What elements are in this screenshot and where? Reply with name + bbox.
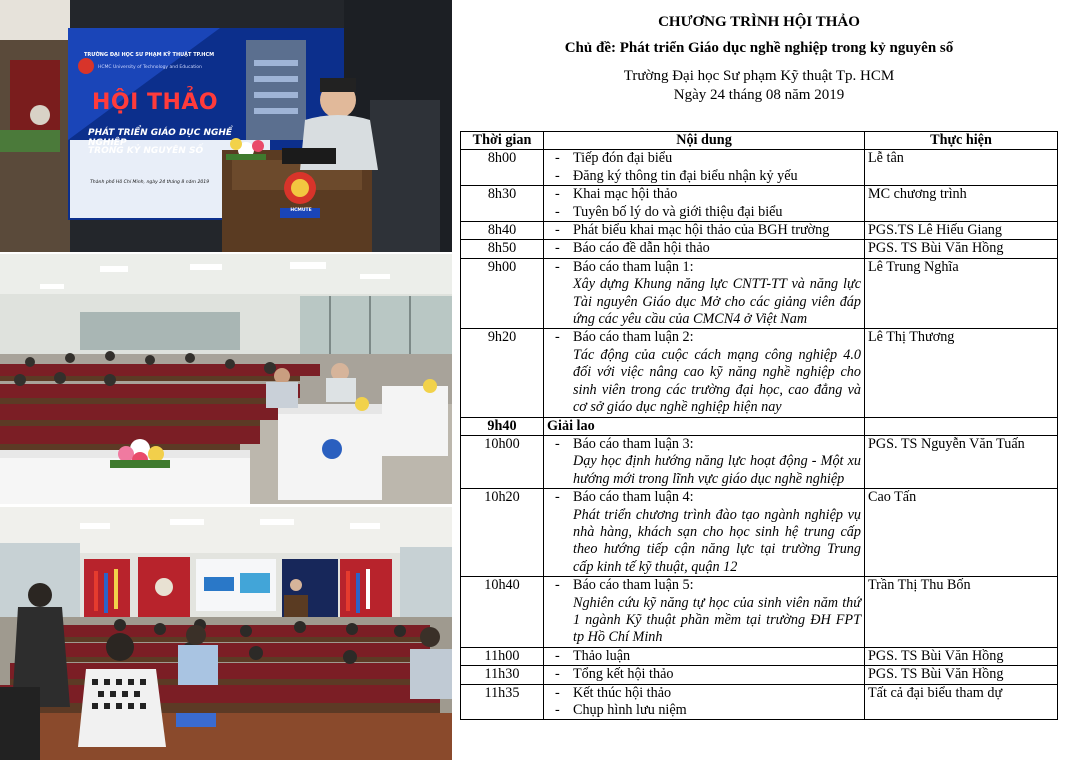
item-text: Tuyên bố lý do và giới thiệu đại biểu [573,203,783,220]
row-time: 8h00 [461,150,544,186]
content-item [547,577,861,594]
row-content [544,258,865,329]
row-content [544,435,865,488]
schedule-row [461,258,1058,329]
document-school: Trường Đại học Sư phạm Kỹ thuật Tp. HCM [623,68,895,84]
row-time: 11h00 [461,647,544,665]
item-text: Báo cáo tham luận 3: [573,435,694,452]
bullet-dash: - [555,684,560,701]
bullet-dash: - [555,577,560,594]
bullet-dash: - [555,186,560,203]
photo-audience-hall [0,254,452,504]
item-text: Báo cáo tham luận 1: [573,258,694,275]
content-item [547,150,861,167]
row-time: 11h35 [461,684,544,720]
content-item [547,666,861,683]
content-item [547,648,861,665]
content-item [547,259,861,276]
bullet-dash: - [555,222,560,239]
bullet-dash: - [555,329,560,346]
schedule-row [461,240,1058,258]
row-presenter: MC chương trình [865,186,1058,222]
banner-school-line1: TRƯỜNG ĐẠI HỌC SƯ PHẠM KỸ THUẬT TP.HCM [84,52,215,58]
schedule-row [461,647,1058,665]
item-text: Báo cáo tham luận 4: [573,489,694,506]
row-time: 10h20 [461,489,544,577]
schedule-row [461,186,1058,222]
content-item [547,168,861,185]
column-header-time: Thời gian [461,132,544,150]
banner-school-line2: HCMC University of Technology and Education [98,65,202,70]
row-presenter: PGS. TS Bùi Văn Hồng [865,240,1058,258]
row-presenter: PGS.TS Lê Hiếu Giang [865,222,1058,240]
schedule-row [461,329,1058,417]
talk-description: Phát triển chương trình đào tạo ngành nghiệp vụ nhà hàng, khách sạn cho học sinh hệ trung cấp theo hướng tiếp cận năng lực tại trường Trung cấp kinh tế kỹ thuật, quận 12 [573,506,861,575]
row-time: 9h00 [461,258,544,329]
content-item [547,204,861,221]
talk-description: Xây dựng Khung năng lực CNTT-TT và năng lực Tài nguyên Giáo dục Mở cho các giảng viên đáp ứng các yêu cầu của CMCN4 ở Việt Nam [573,276,861,328]
content-item [547,489,861,506]
row-time: 9h20 [461,329,544,417]
column-header-content: Nội dung [544,132,865,150]
bullet-dash: - [555,167,560,184]
row-time: 8h40 [461,222,544,240]
content-item [547,329,861,346]
schedule-row-break [461,417,1058,435]
schedule-table [460,131,1058,720]
document-subject: Chủ đề: Phát triển Giáo dục nghề nghiệp trong kỷ nguyên số [564,40,954,56]
photo-speaker-at-podium [0,0,452,252]
banner-topic-line2: TRONG KỶ NGUYÊN SỐ [88,146,204,156]
row-content [544,647,865,665]
content-item [547,436,861,453]
item-text: Báo cáo tham luận 5: [573,577,694,594]
item-text: Thảo luận [573,647,631,664]
talk-description: Tác động của cuộc cách mạng công nghiệp 4.0 đối với việc nâng cao kỹ năng nghề nghiệp cho sinh viên trong các trường đại học, cao đẳng và cơ sở giáo dục nghề nghiệp hiện nay [573,346,861,416]
row-presenter: Lễ tân [865,150,1058,186]
row-presenter: Trần Thị Thu Bốn [865,577,1058,648]
banner-topic-line1: PHÁT TRIỂN GIÁO DỤC NGHỀ NGHIỆP [88,128,233,148]
row-presenter: Lê Trung Nghĩa [865,258,1058,329]
break-label: Giải lao [544,417,865,435]
row-time: 10h00 [461,435,544,488]
row-content [544,222,865,240]
bullet-dash: - [555,203,560,220]
row-presenter: Lê Thị Thương [865,329,1058,417]
row-time: 9h40 [461,417,544,435]
row-content [544,577,865,648]
item-text: Đăng ký thông tin đại biểu nhận kỷ yếu [573,167,798,184]
talk-description: Dạy học định hướng năng lực hoạt động - Một xu hướng mới trong lĩnh vực giáo dục nghề nghiệp [573,453,861,487]
photo-collage [0,0,452,760]
schedule-row [461,666,1058,684]
row-time: 8h50 [461,240,544,258]
content-item [547,186,861,203]
bullet-dash: - [555,647,560,664]
row-presenter: Cao Tấn [865,489,1058,577]
content-item [547,702,861,719]
schedule-row [461,150,1058,186]
document-date: Ngày 24 tháng 08 năm 2019 [673,87,845,103]
row-content [544,666,865,684]
row-time: 8h30 [461,186,544,222]
banner-heading: HỘI THẢO [92,90,219,115]
schedule-header-row [461,132,1058,150]
schedule-row [461,435,1058,488]
column-header-presenter: Thực hiện [865,132,1058,150]
item-text: Báo cáo tham luận 2: [573,329,694,346]
bullet-dash: - [555,240,560,257]
row-content [544,684,865,720]
item-text: Báo cáo đề dẫn hội thảo [573,240,710,257]
row-presenter: PGS. TS Bùi Văn Hồng [865,666,1058,684]
item-text: Tổng kết hội thảo [573,666,674,683]
podium-label: HCMUTE [290,208,312,213]
item-text: Phát biểu khai mạc hội thảo của BGH trường [573,222,830,239]
row-content [544,150,865,186]
schedule-row [461,489,1058,577]
schedule-row [461,222,1058,240]
item-text: Kết thúc hội thảo [573,684,672,701]
row-presenter: Tất cả đại biểu tham dự [865,684,1058,720]
row-content [544,186,865,222]
schedule-row [461,577,1058,648]
bullet-dash: - [555,666,560,683]
content-item [547,685,861,702]
item-text: Khai mạc hội thảo [573,186,678,203]
item-text: Tiếp đón đại biểu [573,150,673,167]
row-presenter [865,417,1058,435]
bullet-dash: - [555,150,560,167]
row-presenter: PGS. TS Bùi Văn Hồng [865,647,1058,665]
photo-conference-room [0,507,452,760]
bullet-dash: - [555,258,560,275]
row-time: 11h30 [461,666,544,684]
content-item [547,240,861,257]
bullet-dash: - [555,489,560,506]
document-title: CHƯƠNG TRÌNH HỘI THẢO [658,14,860,30]
schedule-row [461,684,1058,720]
item-text: Chụp hình lưu niệm [573,702,687,718]
row-time: 10h40 [461,577,544,648]
row-presenter: PGS. TS Nguyễn Văn Tuấn [865,435,1058,488]
bullet-dash: - [555,435,560,452]
row-content [544,240,865,258]
row-content [544,329,865,417]
bullet-dash: - [555,702,560,718]
banner-place-date: Thành phố Hồ Chí Minh, ngày 24 tháng 8 năm 2019 [90,180,210,185]
content-item [547,222,861,239]
talk-description: Nghiên cứu kỹ năng tự học của sinh viên năm thứ 1 ngành Kỹ thuật phần mềm tại trường ĐH FPT tp Hồ Chí Minh [573,594,861,646]
row-content [544,489,865,577]
